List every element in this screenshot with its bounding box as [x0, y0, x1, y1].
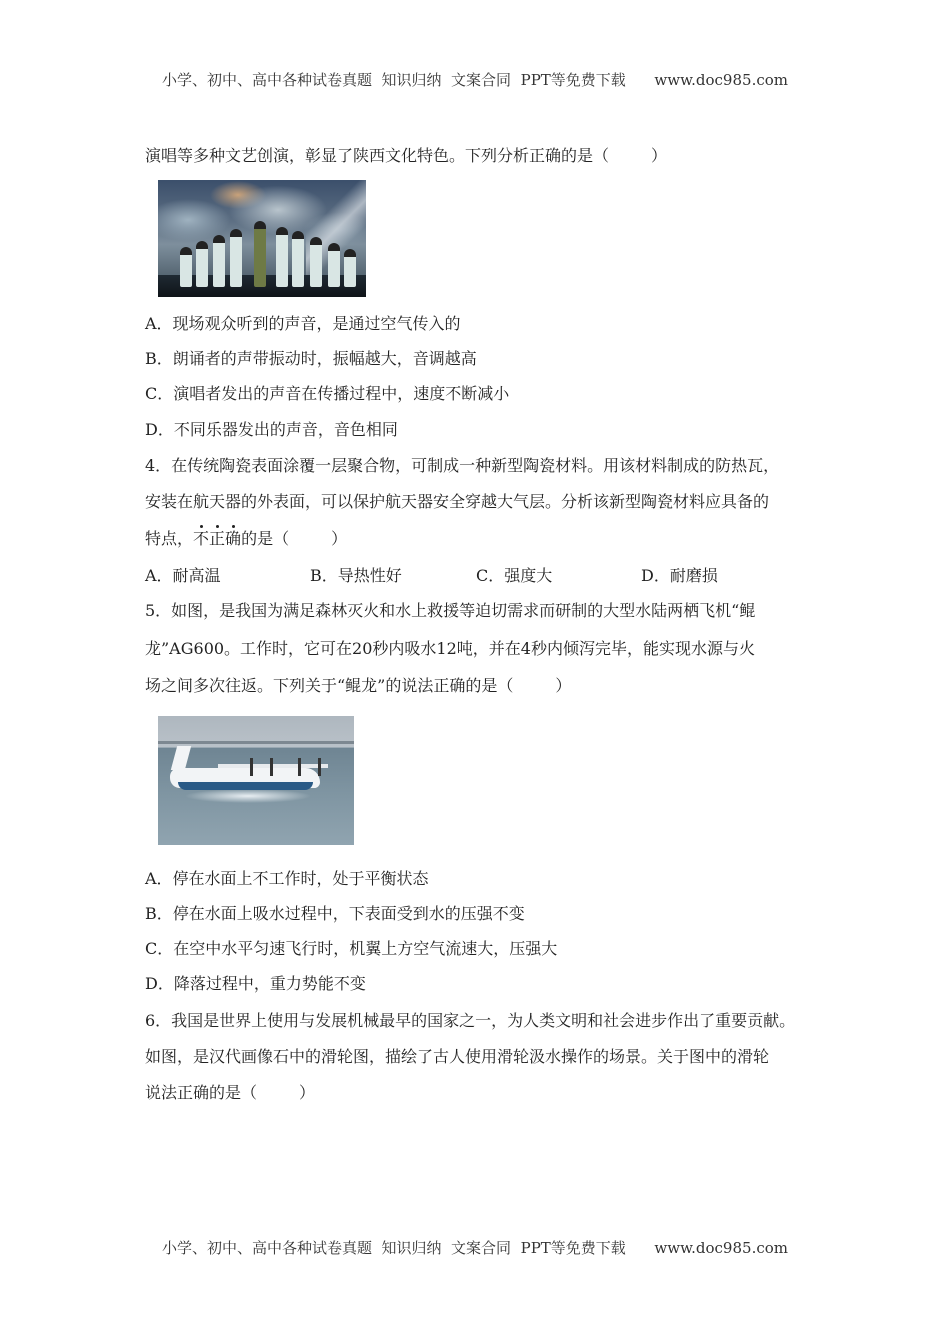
- q4-option-c: C．强度大: [476, 566, 553, 585]
- q4-option-b: B．导热性好: [310, 566, 402, 585]
- q3-option-b: B．朗诵者的声带振动时，振幅越大，音调越高: [145, 349, 477, 368]
- q4-option-a: A．耐高温: [145, 566, 221, 585]
- q5-line-2: 龙”AG600。工作时，它可在20秒内吸水12吨，并在4秒内倾泻完毕，能实现水源与火: [145, 639, 755, 658]
- q4-line-2: 安装在航天器的外表面，可以保护航天器安全穿越大气层。分析该新型陶瓷材料应具备的: [145, 492, 770, 511]
- q3-option-a: A．现场观众听到的声音，是通过空气传入的: [145, 314, 461, 333]
- page-header: 小学、初中、高中各种试卷真题 知识归纳 文案合同 PPT等免费下载 www.doc985.com: [161, 71, 788, 89]
- q6-line-2: 如图，是汉代画像石中的滑轮图，描绘了古人使用滑轮汲水操作的场景。关于图中的滑轮: [145, 1047, 770, 1066]
- q6-line-3: 说法正确的是（ ）: [145, 1083, 316, 1102]
- q5-option-b: B．停在水面上吸水过程中，下表面受到水的压强不变: [145, 904, 525, 923]
- q4-line-1: 4．在传统陶瓷表面涂覆一层聚合物，可制成一种新型陶瓷材料。用该材料制成的防热瓦，: [145, 456, 780, 475]
- q5-option-a: A．停在水面上不工作时，处于平衡状态: [145, 869, 429, 888]
- q3-option-c: C．演唱者发出的声音在传播过程中，速度不断减小: [145, 384, 510, 403]
- seaplane-photo: [158, 716, 354, 845]
- page-footer: 小学、初中、高中各种试卷真题 知识归纳 文案合同 PPT等免费下载 www.doc985.com: [161, 1239, 788, 1257]
- q5-line-3: 场之间多次往返。下列关于“鲲龙”的说法正确的是（ ）: [145, 676, 572, 695]
- emphasis-char: 确: [225, 529, 242, 548]
- q5-option-d: D．降落过程中，重力势能不变: [145, 974, 366, 993]
- q6-line-1: 6．我国是世界上使用与发展机械最早的国家之一，为人类文明和社会进步作出了重要贡献。: [145, 1011, 796, 1030]
- q5-option-c: C．在空中水平匀速飞行时，机翼上方空气流速大，压强大: [145, 939, 558, 958]
- q4-option-d: D．耐磨损: [641, 566, 718, 585]
- q5-line-1: 5．如图，是我国为满足森林灭火和水上救援等迫切需求而研制的大型水陆两栖飞机“鲲: [145, 601, 756, 620]
- q3-stem: 演唱等多种文艺创演，彰显了陕西文化特色。下列分析正确的是（ ）: [145, 146, 668, 165]
- q3-option-d: D．不同乐器发出的声音，音色相同: [145, 420, 398, 439]
- emphasis-char: 正: [209, 529, 226, 548]
- q4-line-3: 特点，不正确的是（ ）: [145, 529, 348, 548]
- emphasis-char: 不: [193, 529, 210, 548]
- stage-performance-photo: [158, 180, 366, 297]
